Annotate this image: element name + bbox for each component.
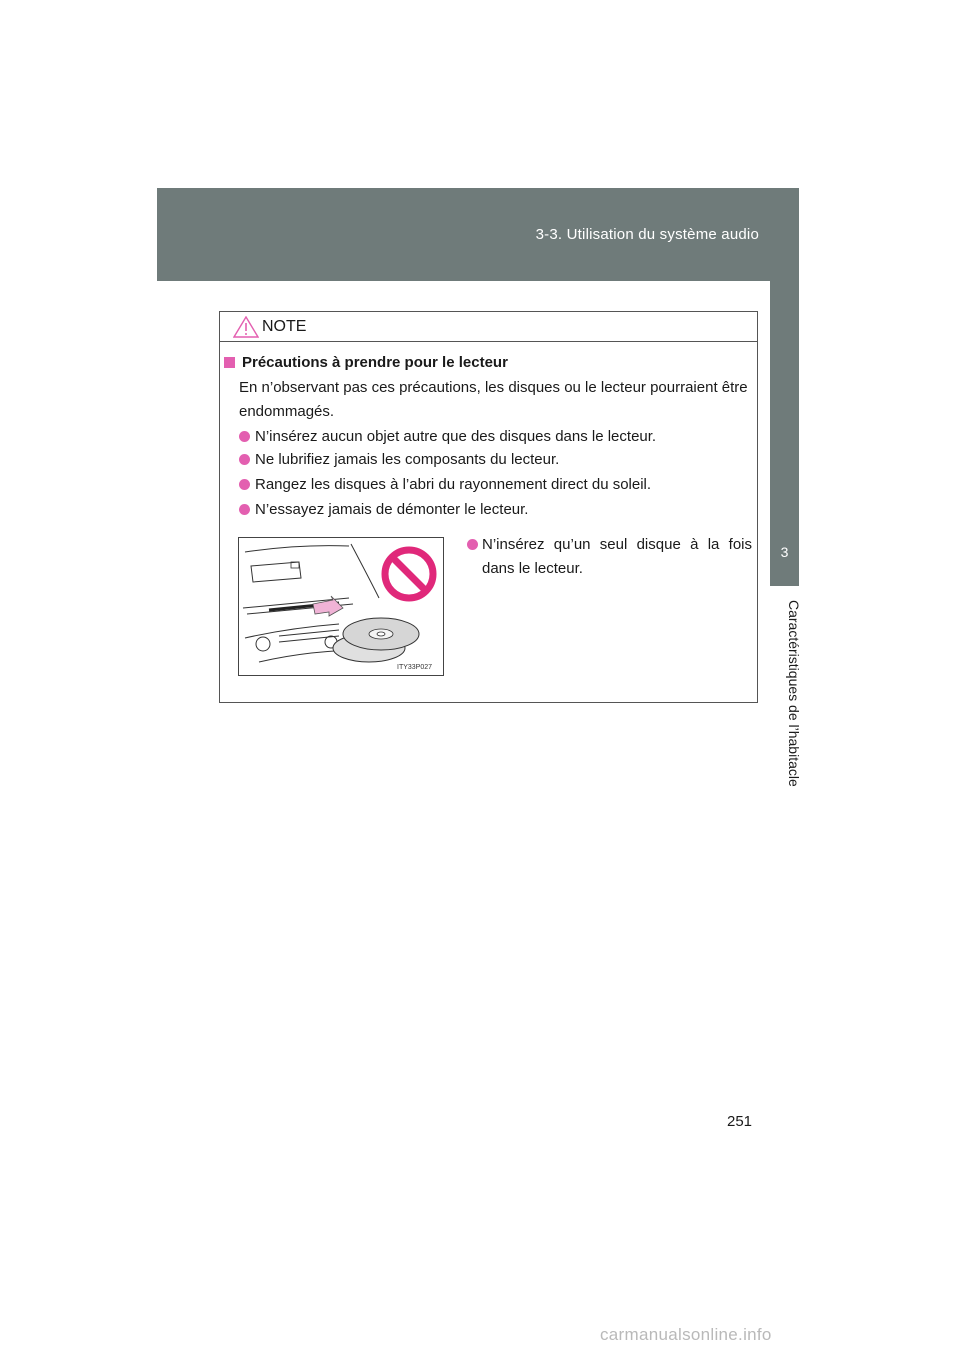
section-title — [224, 354, 508, 371]
list-item-text: N’essayez jamais de démonter le lecteur. — [255, 501, 529, 518]
note-header — [220, 312, 757, 342]
note-box — [219, 311, 758, 703]
bullet-dot-icon — [239, 431, 250, 442]
list-item-text: Ne lubrifiez jamais les composants du lecteur. — [255, 451, 560, 468]
list-item — [239, 473, 651, 497]
page-number: 251 — [727, 1113, 753, 1130]
header-bar — [157, 188, 799, 281]
bullet-dot-icon — [239, 454, 250, 465]
bullet-dot-icon — [467, 539, 478, 550]
list-item — [239, 425, 656, 449]
cd-player-illustration — [238, 537, 444, 676]
list-item — [467, 533, 752, 581]
list-item-text: N’insérez qu’un seul disque à la fois dans le lecteur. — [482, 536, 752, 577]
chapter-title: 3-3. Utilisation du système audio — [535, 226, 759, 243]
illustration-code: ITY33P027 — [397, 664, 433, 671]
list-item-text: N’insérez aucun objet autre que des disques dans le lecteur. — [255, 428, 657, 445]
watermark: carmanualsonline.info — [600, 1325, 772, 1344]
warning-icon — [233, 316, 259, 338]
list-item — [239, 498, 528, 522]
bullet-dot-icon — [239, 479, 250, 490]
chapter-label: Caractéristiques de l’habitacle — [786, 600, 802, 787]
list-item — [239, 448, 559, 472]
bullet-dot-icon — [239, 504, 250, 515]
intro-paragraph: En n’observant pas ces précautions, les disques ou le lecteur pourraient être endommagés. — [239, 379, 748, 420]
square-bullet-icon — [224, 357, 235, 368]
chapter-tab — [770, 526, 799, 586]
section-title-text: Précautions à prendre pour le lecteur — [242, 354, 508, 371]
cd-player-drawing — [239, 538, 443, 675]
list-item-text: Rangez les disques à l’abri du rayonnement direct du soleil. — [255, 476, 652, 493]
side-strip — [770, 281, 799, 526]
chapter-number: 3 — [780, 544, 789, 560]
note-heading: NOTE — [262, 318, 307, 335]
